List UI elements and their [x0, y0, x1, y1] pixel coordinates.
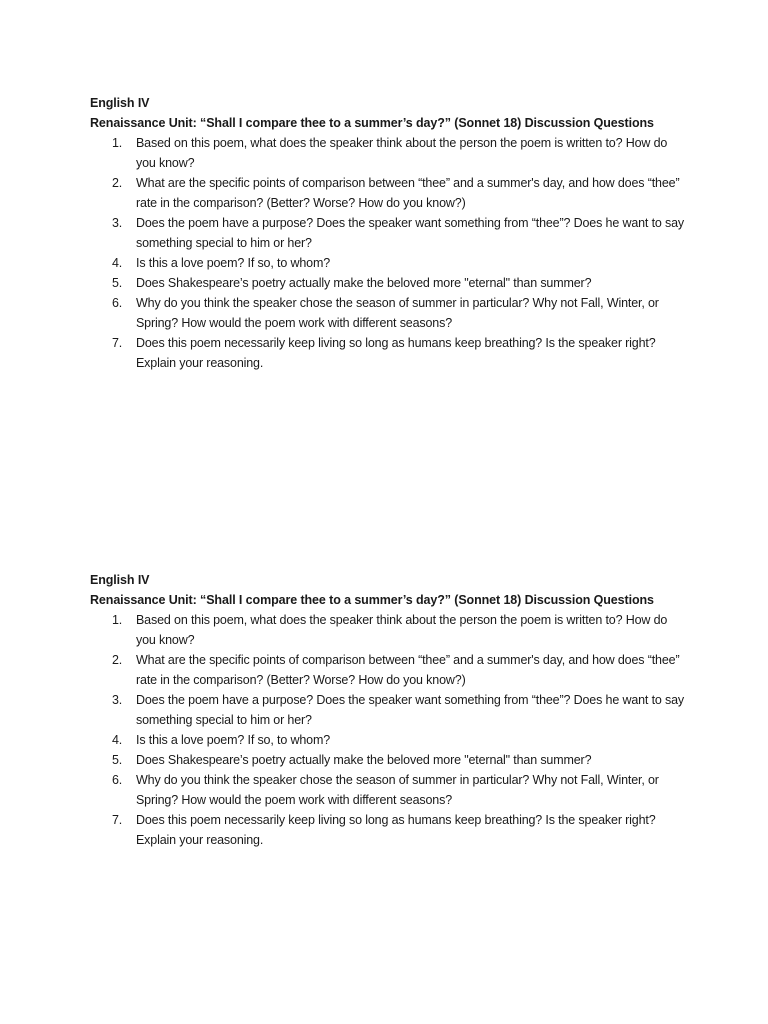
question-item — [90, 293, 690, 333]
question-item — [90, 750, 690, 770]
unit-title: Renaissance Unit: “Shall I compare thee to a summer’s day?” (Sonnet 18) Discussion Questions — [90, 593, 654, 607]
question-item — [90, 770, 690, 810]
question-number: 6. — [112, 296, 123, 310]
question-item — [90, 810, 690, 850]
question-text: Does this poem necessarily keep living so long as humans keep breathing? Is the speaker right? Explain your reasoning. — [136, 336, 656, 370]
course-title: English IV — [90, 96, 150, 110]
question-number: 2. — [112, 176, 123, 190]
question-list — [90, 610, 690, 850]
question-item — [90, 650, 690, 690]
question-number: 5. — [112, 276, 123, 290]
question-text: What are the specific points of comparison between “thee” and a summer's day, and how does “thee” rate in the comparison? (Better? Worse? How do you know?) — [136, 653, 680, 687]
question-text: Does Shakespeare’s poetry actually make the beloved more "eternal" than summer? — [136, 276, 592, 290]
question-number: 7. — [112, 813, 123, 827]
question-text: Does the poem have a purpose? Does the speaker want something from “thee”? Does he want to say something special to him or her? — [136, 693, 685, 727]
question-item — [90, 610, 690, 650]
question-number: 5. — [112, 753, 123, 767]
question-text: What are the specific points of comparison between “thee” and a summer's day, and how does “thee” rate in the comparison? (Better? Worse? How do you know?) — [136, 176, 680, 210]
question-number: 1. — [112, 613, 123, 627]
question-item — [90, 133, 690, 173]
question-item — [90, 253, 690, 273]
question-number: 4. — [112, 256, 123, 270]
question-number: 3. — [112, 693, 123, 707]
question-item — [90, 690, 690, 730]
question-number: 3. — [112, 216, 123, 230]
question-text: Does the poem have a purpose? Does the speaker want something from “thee”? Does he want to say something special to him or her? — [136, 216, 685, 250]
question-item — [90, 173, 690, 213]
unit-title: Renaissance Unit: “Shall I compare thee to a summer’s day?” (Sonnet 18) Discussion Questions — [90, 116, 654, 130]
question-item — [90, 730, 690, 750]
question-list — [90, 133, 690, 373]
question-number: 2. — [112, 653, 123, 667]
question-number: 6. — [112, 773, 123, 787]
question-text: Does Shakespeare’s poetry actually make the beloved more "eternal" than summer? — [136, 753, 592, 767]
worksheet-bottom — [90, 570, 690, 850]
question-number: 7. — [112, 336, 123, 350]
question-text: Does this poem necessarily keep living so long as humans keep breathing? Is the speaker right? Explain your reasoning. — [136, 813, 656, 847]
worksheet-top — [90, 93, 690, 373]
question-item — [90, 213, 690, 253]
question-text: Is this a love poem? If so, to whom? — [136, 256, 331, 270]
question-number: 4. — [112, 733, 123, 747]
question-text: Why do you think the speaker chose the season of summer in particular? Why not Fall, Winter, or Spring? How would the poem work with different seasons? — [136, 773, 659, 807]
course-title: English IV — [90, 573, 150, 587]
question-item — [90, 333, 690, 373]
question-item — [90, 273, 690, 293]
question-text: Is this a love poem? If so, to whom? — [136, 733, 331, 747]
question-number: 1. — [112, 136, 123, 150]
question-text: Based on this poem, what does the speaker think about the person the poem is written to? How do you know? — [136, 613, 668, 647]
question-text: Why do you think the speaker chose the season of summer in particular? Why not Fall, Winter, or Spring? How would the poem work with different seasons? — [136, 296, 659, 330]
question-text: Based on this poem, what does the speaker think about the person the poem is written to? How do you know? — [136, 136, 668, 170]
